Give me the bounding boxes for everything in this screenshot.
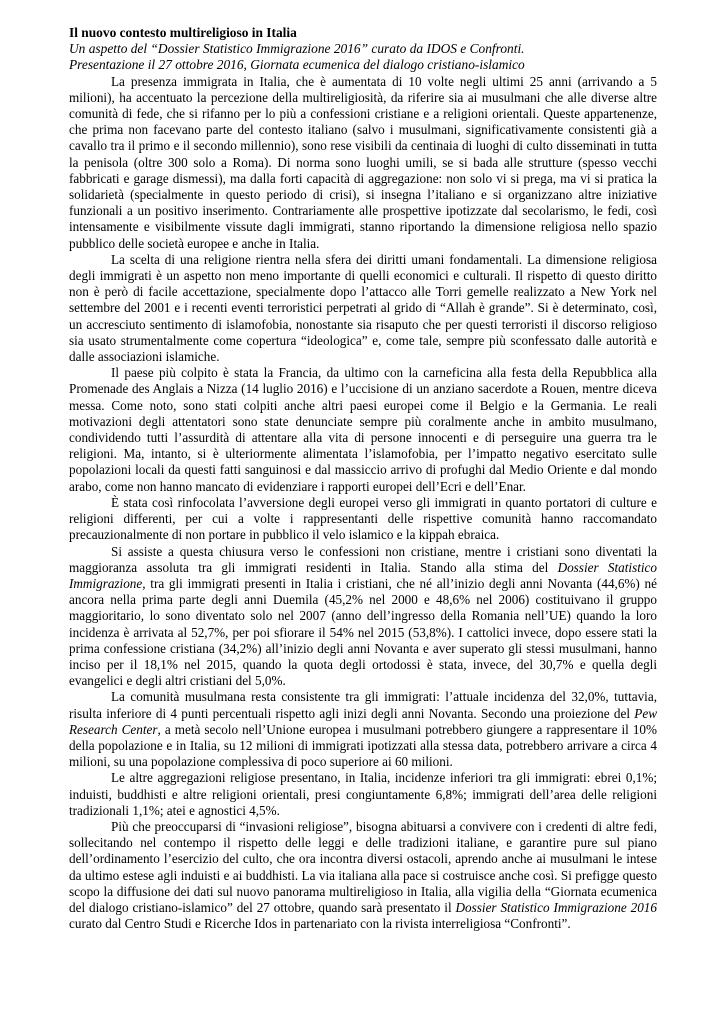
italic-text: Dossier Statistico Immigrazione 2016: [455, 899, 657, 915]
paragraph-text: Il paese più colpito è stata la Francia, da ultimo con la carneficina alla festa della Repubblica alla Promenade des Anglais a Nizza (14 luglio 2016) e l’uccisione di un anziano sacerdote a Rouen, mentre diceva messa. Come noto, sono stati colpiti anche altri paesi europei come il Belgio e la Germania. Le reali motivazioni degli attentatori sono state denunciate sempre più coralmente anche in ambito musulmano, condividendo tutti l’assurdità di attentare alla vita di persone innocenti e di perseguire una guerra tra le religioni. Ma, intanto, si è ulteriormente alimentata l’islamofobia, per l’impatto negativo esercitato sulle popolazioni locali da questi fatti sanguinosi e dal massiccio arrivo di profughi dal Medio Oriente e dal mondo arabo, come non hanno mancato di evidenziare i rapporti europei dell’Ecri e dell’Enar.: [69, 365, 657, 494]
paragraph-text: Si assiste a questa chiusura verso le confessioni non cristiane, mentre i cristiani sono diventati la maggioranza assoluta tra gli immigrati residenti in Italia. Stando alla stima del: [69, 543, 657, 575]
document-title: Il nuovo contesto multireligioso in Italia: [69, 25, 297, 40]
body-paragraph: [69, 819, 657, 932]
body-paragraph: [69, 495, 657, 544]
paragraph-text: La scelta di una religione rientra nella sfera dei diritti umani fondamentali. La dimensione religiosa degli immigrati è un aspetto non meno importante di quelli economici e culturali. Il rispetto di questo diritto non è però di facile accettazione, specialmente dopo l’attacco alle Torri gemelle realizzato a New York nel settembre del 2001 e i recenti eventi terroristici perpetrati al grido di “Allah è grande”. Si è determinato, così, un accresciuto sentimento di islamofobia, nonostante sia risaputo che per questi terroristi il discorso religioso sia usato strumentalmente come copertura “ideologica” e, come tale, sempre più sconfessato dalle autorità e dalle associazioni islamiche.: [69, 251, 657, 365]
paragraph-text: , a metà secolo nell’Unione europea i musulmani potrebbero giungere a rappresentare il 10% della popolazione e in Italia, su 12 milioni di immigrati ipotizzati alla stessa data, potrebbero arrivare a circa 4 milioni, su una popolazione complessiva di poco superiore ai 60 milioni.: [69, 721, 657, 770]
document-subtitle-line-1: Un aspetto del “Dossier Statistico Immigrazione 2016” curato da IDOS e Confronti.: [69, 41, 525, 57]
paragraph-text: curato dal Centro Studi e Ricerche Idos in partenariato con la rivista interreligiosa “Confronti”.: [69, 916, 571, 932]
body-paragraph: [69, 689, 657, 770]
body-paragraph: [69, 770, 657, 819]
document-subtitle-line-2: Presentazione il 27 ottobre 2016, Giornata ecumenica del dialogo cristiano-islamico: [69, 57, 525, 73]
document-body: [69, 74, 657, 933]
paragraph-text: Le altre aggregazioni religiose presentano, in Italia, incidenze inferiori tra gli immigrati: ebrei 0,1%; induisti, buddhisti e altre religioni orientali, presi congiuntamente 6,8%; immigrati dell’area delle religioni tradizionali 1,1%; atei e agnostici 4,5%.: [69, 770, 657, 818]
paragraph-text: Più che preoccuparsi di “invasioni religiose”, bisogna abituarsi a convivere con i credenti di altre fedi, sollecitando nel contempo il rispetto delle leggi e delle tradizioni italiane, e garantire pure sul piano dell’ordinamento l’esercizio del culto, che ora incontra diversi ostacoli, aprendo anche ai musulmani le intese da ultimo estese agli induisti e ai buddhisti. La via italiana alla pace si costruisce anche così. Si prefigge questo scopo la diffusione dei dati sul nuovo panorama multireligioso in Italia, alla vigilia della “Giornata ecumenica del dialogo cristiano-islamico” del 27 ottobre, quando sarà presentato il: [69, 818, 657, 915]
body-paragraph: [69, 365, 657, 495]
body-paragraph: [69, 252, 657, 365]
paragraph-text: La comunità musulmana resta consistente tra gli immigrati: l’attuale incidenza del 32,0%, tuttavia, risulta inferiore di 4 punti percentuali rispetto agli inizi degli anni Novanta. Secondo una proiezione del: [69, 689, 657, 721]
body-paragraph: [69, 74, 657, 252]
paragraph-text: È stata così rinfocolata l’avversione degli europei verso gli immigrati in quanto portatori di culture e religioni differenti, per cui a volte i rappresentanti delle rispettive comunità hanno raccomandato precauzionalmente di non portare in pubblico il velo islamico e la kippah ebraica.: [69, 494, 657, 543]
body-paragraph: [69, 544, 657, 690]
italic-text: Dossier Statistico Immigrazione,: [69, 559, 657, 591]
paragraph-text: La presenza immigrata in Italia, che è aumentata di 10 volte negli ultimi 25 anni (arrivando a 5 milioni), ha accentuato la percezione della multireligiosità, da riferire sia ai musulmani che alle diverse altre comunità di fede, che si rifanno per lo più a confessioni cristiane e a religioni orientali. Queste appartenenze, che prima non facevano parte del contesto italiano (salvo i musulmani, significativamente consistenti già a cavallo tra il primo e il secondo millennio), sono rese visibili da centinaia di luoghi di culto disseminati in tutta la penisola (oltre 300 solo a Roma). Di norma sono luoghi umili, se si bada alle strutture (spesso vecchi fabbricati e garage dismessi), ma dalla forti capacità di aggregazione: non solo vi si prega, ma vi si pratica la solidarietà (specialmente in questo periodo di crisi), si insegna l’italiano e si organizzano altre iniziative funzionali a un positivo inserimento. Contrariamente alle prospettive ipotizzate dal secolarismo, le fedi, così intensamente e visibilmente vissute dagli immigrati, stanno riportando la dimensione religiosa nello spazio pubblico delle società europee e anche in Italia.: [69, 73, 657, 251]
document-page: [69, 25, 657, 932]
paragraph-text: tra gli immigrati presenti in Italia i cristiani, che né all’inizio degli anni Novanta (44,6%) né ancora nella prima parte degli anni Duemila (45,2% nel 2000 e 48,6% nel 2006) costituivano il gruppo maggioritario, lo sono diventato solo nel 2007 (anno dell’ingresso della Romania nell’UE) quando la loro incidenza è arrivata al 52,7%, per poi sfiorare il 54% nel 2015 (53,8%). I cattolici invece, dopo essere stati la prima confessione cristiana (34,2%) all’inizio degli anni Novanta e aver superato gli stessi musulmani, hanno inciso per il 18,1% nel 2015, quando la quota degli ortodossi è stata, invece, del 30,7% e quella degli evangelici e degli altri cristiani del 5,0%.: [69, 575, 657, 689]
italic-text: Pew Research Center: [69, 705, 657, 737]
